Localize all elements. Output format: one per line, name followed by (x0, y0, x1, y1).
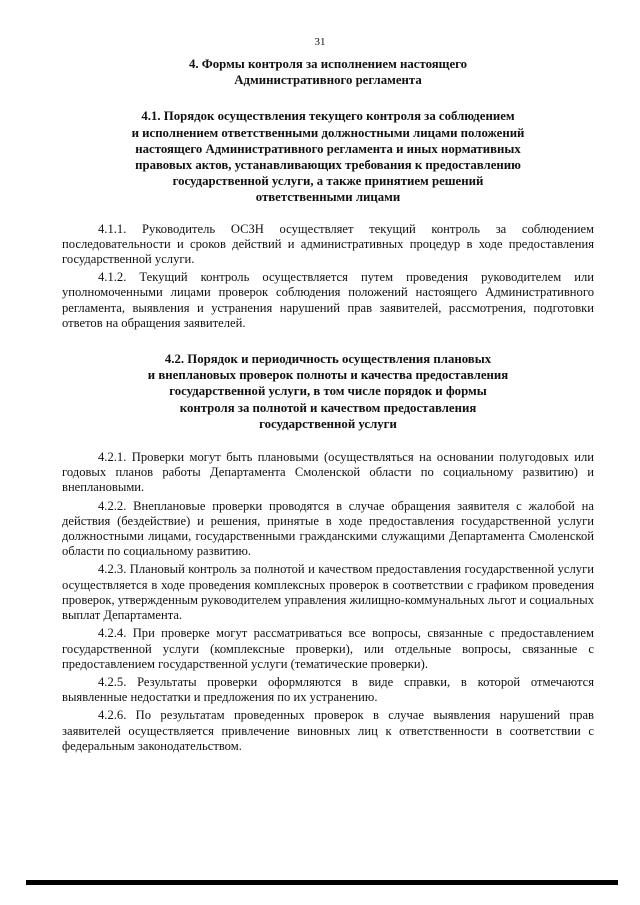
section-heading-line: правовых актов, устанавливающих требования к предоставлению (135, 158, 521, 173)
document-body (62, 56, 594, 757)
bottom-scan-edge (26, 880, 618, 885)
section-heading-line: 4.2. Порядок и периодичность осуществления плановых (164, 352, 492, 367)
section-heading-line: ответственными лицами (255, 190, 401, 205)
paragraph-4-2-3: 4.2.3. Плановый контроль за полнотой и качеством предоставления государственной услуги осуществляется в ходе проведения комплексных проверок в соответствии с графиком проведения проверок, утвержденным руководителем управления жилищно-коммунальных льгот и социальных выплат Департамента. (62, 562, 594, 623)
paragraph-4-2-5: 4.2.5. Результаты проверки оформляются в виде справки, в которой отмечаются выявленные недостатки и предложения по их устранению. (62, 674, 594, 705)
section-4-1-heading (62, 108, 594, 205)
chapter-heading (62, 56, 594, 88)
paragraph-4-1-2: 4.1.2. Текущий контроль осуществляется путем проведения руководителем или уполномоченными лицами проверок соблюдения положений настоящего Административного регламента, выявления и устранения нарушений прав заявителей, рассмотрения, подготовки ответов на обращения заявителей. (62, 270, 594, 330)
section-heading-line: и исполнением ответственными должностными лицами положений (131, 125, 525, 140)
paragraph-4-2-2: 4.2.2. Внеплановые проверки проводятся в случае обращения заявителя с жалобой на действия (бездействие) и решения, принятые в ходе предоставления государственной услуги должностными лицами, государственными гражданскими служащими Департамента Смоленской области по социальному развитию. (62, 498, 594, 559)
section-heading-line: государственной услуги, в том числе порядок и формы (169, 384, 487, 399)
page-number: 31 (314, 36, 326, 48)
section-heading-line: настоящего Административного регламента и иных нормативных (135, 141, 521, 156)
section-heading-line: государственной услуги, а также принятием решений (172, 174, 484, 189)
paragraph-4-2-6: 4.2.6. По результатам проведенных проверок в случае выявления нарушений прав заявителей осуществляется привлечение виновных лиц к ответственности в соответствии с федеральным законодательством. (62, 708, 594, 753)
chapter-heading-line: 4. Формы контроля за исполнением настоящего (188, 57, 468, 71)
chapter-heading-line: Административного регламента (234, 73, 422, 88)
section-4-2-heading (62, 351, 594, 432)
section-heading-line: и внеплановых проверок полноты и качества предоставления (147, 368, 509, 383)
section-heading-line: 4.1. Порядок осуществления текущего контроля за соблюдением (141, 109, 515, 124)
paragraph-4-2-4: 4.2.4. При проверке могут рассматриваться все вопросы, связанные с предоставлением государственной услуги (комплексные проверки), или отдельные вопросы, связанные с предоставлением государственной услуги (тематические проверки). (62, 626, 594, 671)
section-heading-line: государственной услуги (259, 416, 397, 431)
paragraph-4-2-1: 4.2.1. Проверки могут быть плановыми (осуществляться на основании полугодовых или годовых планов работы Департамента Смоленской области по социальному развитию) и внеплановыми. (62, 450, 594, 495)
paragraph-4-1-1: 4.1.1. Руководитель ОСЗН осуществляет текущий контроль за соблюдением последовательности и сроков действий и административных процедур в ходе предоставления государственной услуги. (62, 221, 594, 267)
section-heading-line: контроля за полнотой и качеством предоставления (179, 400, 477, 415)
